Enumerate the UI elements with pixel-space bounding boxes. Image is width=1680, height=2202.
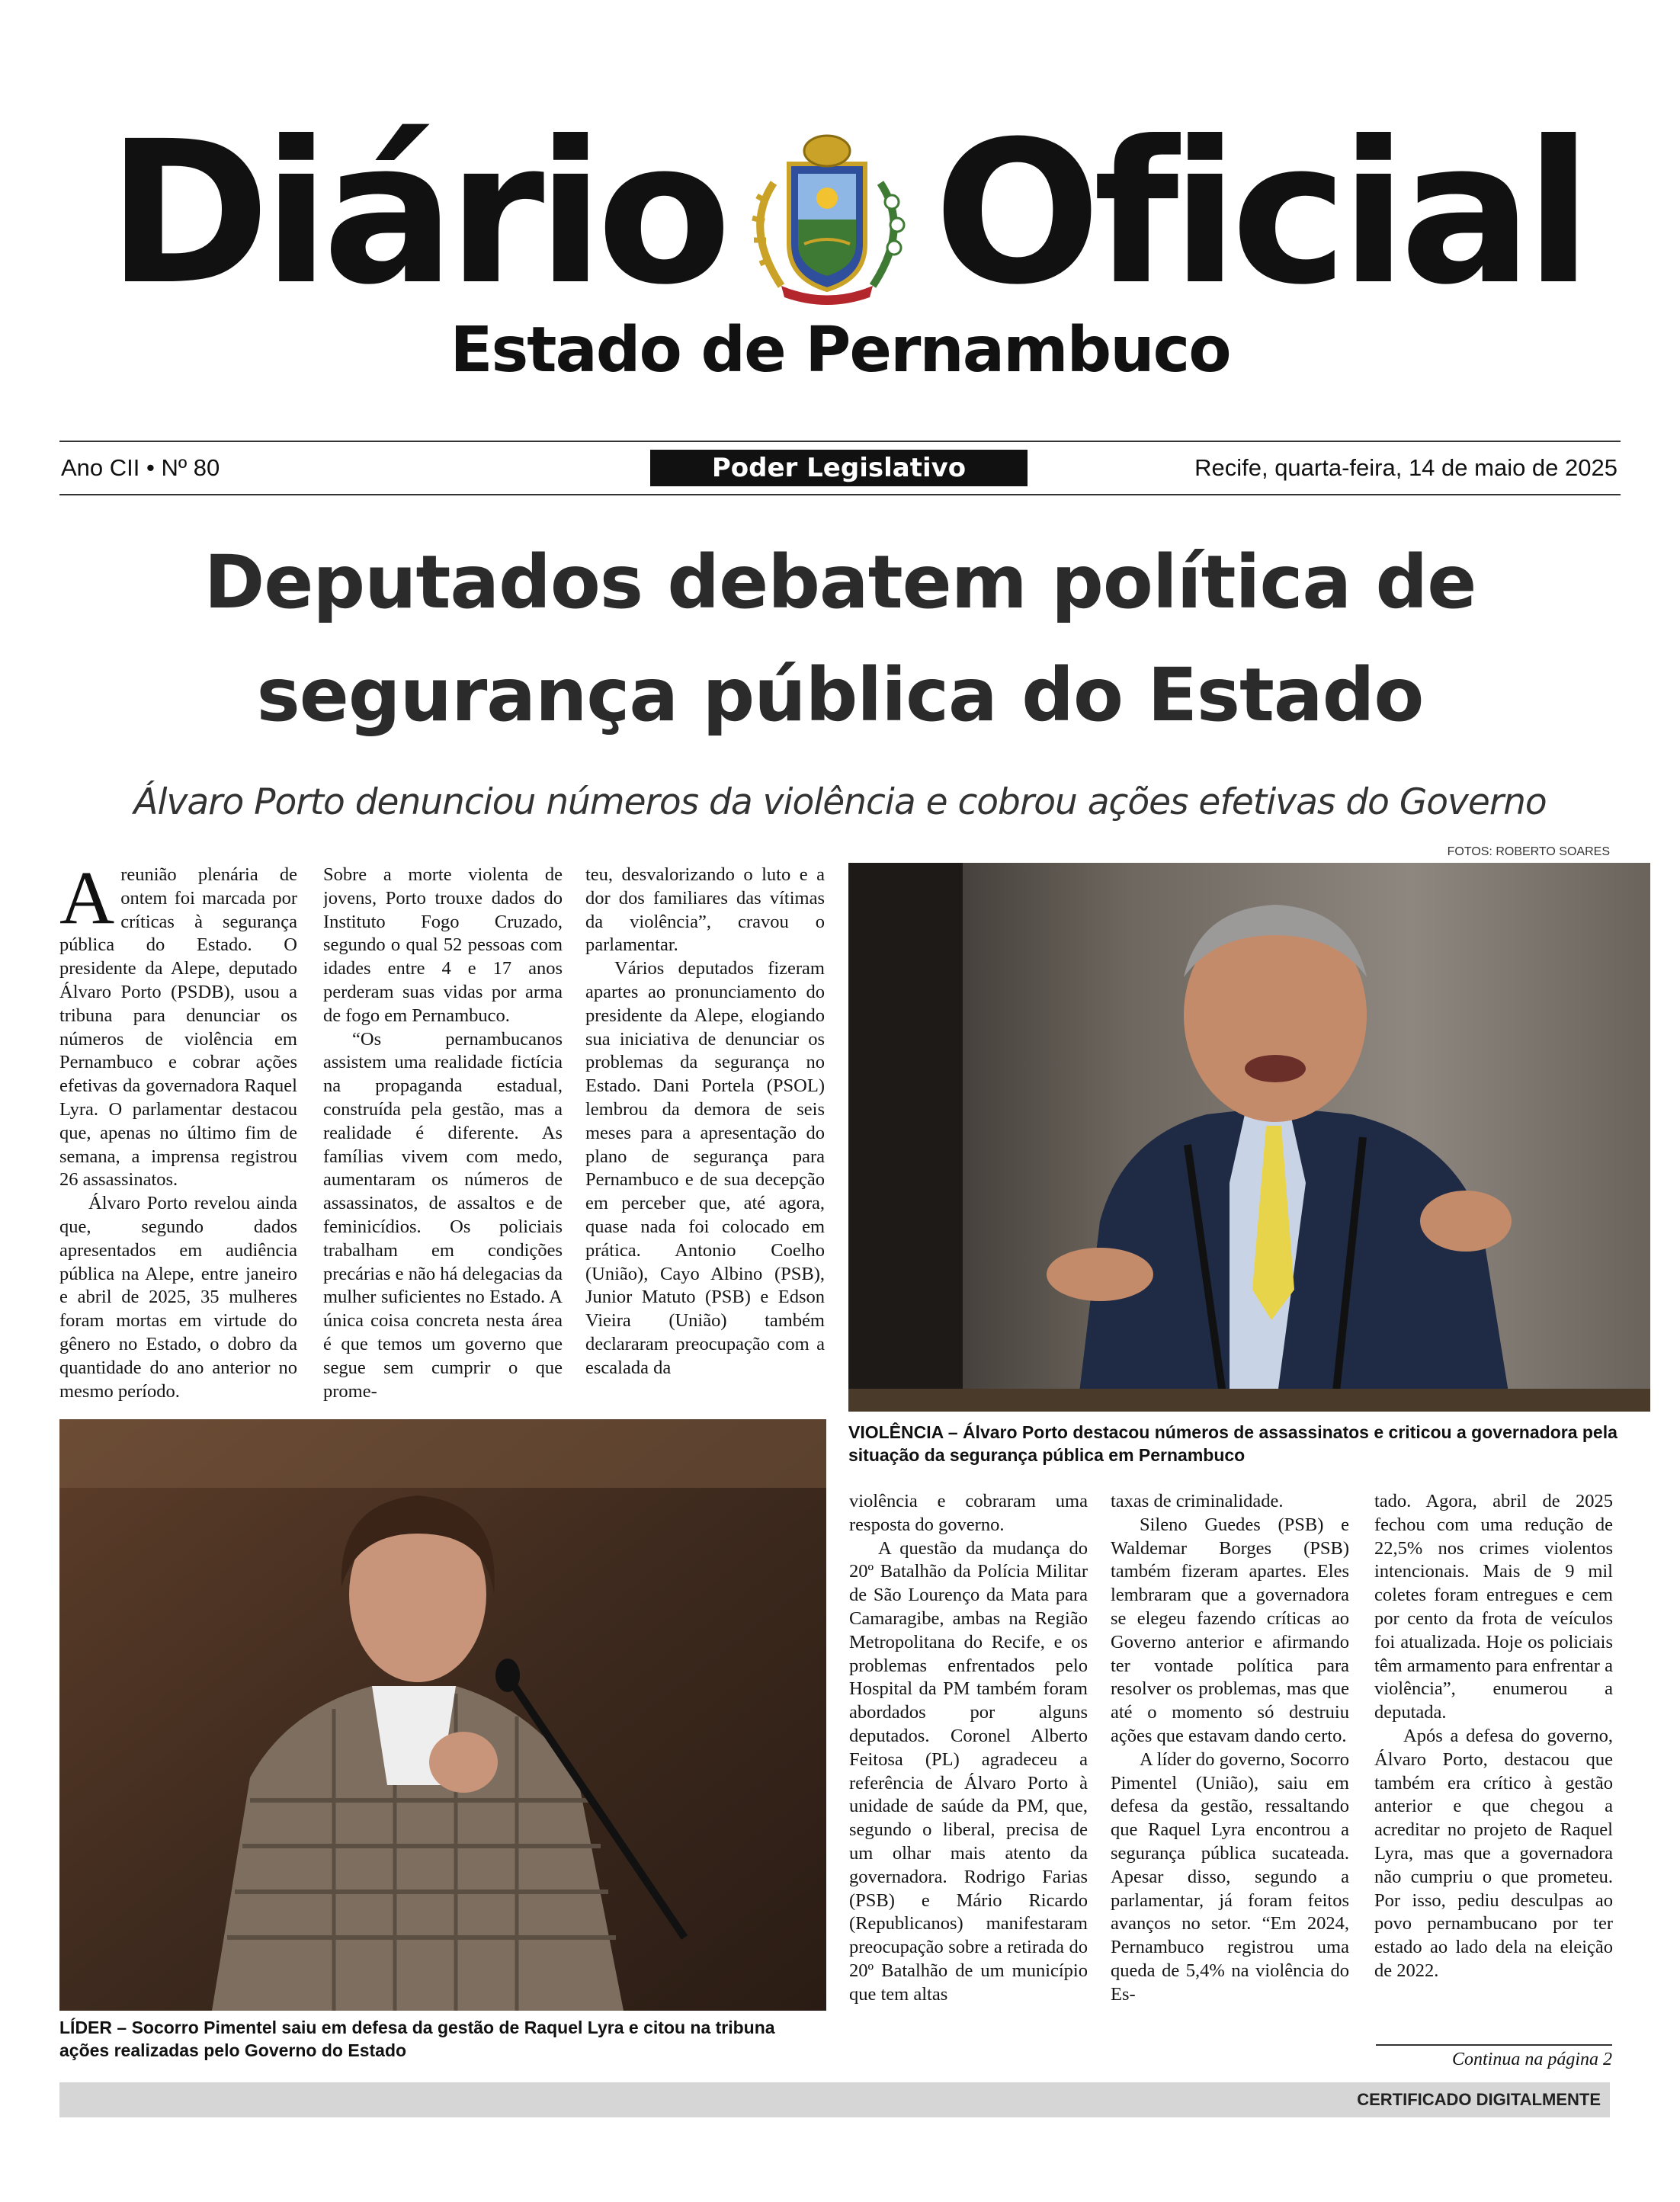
subheadline: Álvaro Porto denunciou números da violência e cobrou ações efetivas do Governo xyxy=(133,781,1547,823)
paragraph: Sobre a morte violenta de jovens, Porto trouxe dados do Instituto Fogo Cruzado, segundo o qual 52 pessoas com idades entre 4 e 17 anos perderam suas vidas por arma de fogo em Pernambuco. xyxy=(323,864,563,1026)
paragraph: reunião plenária de ontem foi marcada por críticas à segurança pública do Estado. O presidente da Alepe, deputado Álvaro Porto (PSDB), usou a tribuna para denunciar os números de violência em Pernambuco e cobrar ações efetivas da governadora Raquel Lyra. O parlamentar destacou que, apenas no último fim de semana, a imprensa registrou 26 assassinatos. xyxy=(59,864,297,1191)
photo-alvaro-porto xyxy=(848,863,1650,1412)
section-label: Poder Legislativo xyxy=(650,450,1028,486)
photo-credit: FOTOS: ROBERTO SOARES xyxy=(1447,845,1610,858)
masthead-subtitle: Estado de Pernambuco xyxy=(450,314,1230,386)
masthead-title-right: Oficial xyxy=(934,99,1585,328)
article-column-6 xyxy=(1374,1490,1613,2039)
issue-edition: Ano CII • Nº 80 xyxy=(61,454,220,481)
photo-caption-2: LÍDER – Socorro Pimentel saiu em defesa da gestão de Raquel Lyra e citou na tribuna ações realizadas pelo Governo do Estado xyxy=(59,2018,775,2060)
article-column-2 xyxy=(323,864,563,1405)
certified-label: CERTIFICADO DIGITALMENTE xyxy=(1357,2090,1601,2109)
pernambuco-coat-of-arms-icon xyxy=(728,130,926,305)
paragraph: teu, desvalorizando o luto e a dor dos familiares das vítimas da violência”, cravou o parlamentar. xyxy=(585,864,825,956)
dropcap: A xyxy=(59,864,115,940)
paragraph: tado. Agora, abril de 2025 fechou com uma redução de 22,5% nos crimes violentos intencionais. Mais de 9 mil coletes foram entregues e cem por cento da frota de veículos foi atualizada. Hoje os policiais têm armamento para enfrentar a violência”, enumerou a deputada. xyxy=(1374,1491,1613,1723)
masthead-title-left: Diário xyxy=(107,99,724,328)
continued-rule xyxy=(1376,2044,1612,2046)
masthead-rule-top xyxy=(59,441,1621,442)
headline xyxy=(46,526,1634,752)
issue-date: Recife, quarta-feira, 14 de maio de 2025 xyxy=(1194,454,1617,481)
paragraph: A questão da mudança do 20º Batalhão da Polícia Militar de São Lourenço da Mata para Camaragibe, ambas na Região Metropolitana do Recife, e os problemas enfrentados pelo Hospital da PM também foram abordados por alguns deputados. Coronel Alberto Feitosa (PL) agradeceu a referência de Álvaro Porto à unidade de saúde da PM, que, segundo o liberal, precisa de um olhar mais atento da governadora. Rodrigo Farias (PSB) e Mário Ricardo (Republicanos) manifestaram preocupação sobre a retirada do 20º Batalhão de um município que tem altas xyxy=(849,1537,1088,2005)
article-column-4 xyxy=(849,1490,1088,2039)
headline-line-2: segurança pública do Estado xyxy=(256,652,1424,738)
paragraph: Após a defesa do governo, Álvaro Porto, destacou que também era crítico à gestão anterior e que chegou a acreditar no projeto de Raquel Lyra, mas que a governadora não cumpriu o que prometeu. Por isso, pediu desculpas ao povo pernambucano por ter estado ao lado dela na eleição de 2022. xyxy=(1374,1725,1613,1981)
article-column-5 xyxy=(1111,1490,1349,2039)
paragraph: A líder do governo, Socorro Pimentel (União), saiu em defesa da gestão, ressaltando que Raquel Lyra encontrou a segurança pública sucateada. Apesar disso, segundo a parlamentar, já foram feitos avanços no setor. “Em 2024, Pernambuco registrou uma queda de 5,4% na violência do Es- xyxy=(1111,1748,1349,2005)
paragraph: Vários deputados fizeram apartes ao pronunciamento do presidente da Alepe, elogiando sua iniciativa de denunciar os problemas da segurança no Estado. Dani Portela (PSOL) lembrou da demora de seis meses para a apresentação do plano de segurança para Pernambuco e de sua decepção em perceber que, até agora, quase nada foi colocado em prática. Antonio Coelho (União), Cayo Albino (PSB), Junior Matuto (PSB) e Edson Vieira (União) também declararam preocupação com a escalada da xyxy=(585,958,825,1378)
paragraph: Álvaro Porto revelou ainda que, segundo dados apresentados em audiência pública na Alepe, entre janeiro e abril de 2025, 35 mulheres foram mortas em virtude do gênero no Estado, o dobro da quantidade do ano anterior no mesmo período. xyxy=(59,1193,297,1402)
photo-socorro-pimentel xyxy=(59,1419,826,2011)
article-column-1 xyxy=(59,864,297,1405)
continued-on-page: Continua na página 2 xyxy=(1451,2050,1612,2069)
article-column-3 xyxy=(585,864,825,1405)
paragraph: violência e cobraram uma resposta do governo. xyxy=(849,1491,1088,1535)
paragraph: Sileno Guedes (PSB) e Waldemar Borges (PSB) também fizeram apartes. Eles lembraram que a governadora se elegeu fazendo críticas ao Governo anterior e afirmando ter vontade política para resolver os problemas, mas que até o momento só destruiu ações que estavam dando certo. xyxy=(1111,1514,1349,1746)
paragraph: “Os pernambucanos assistem uma realidade fictícia na propaganda estadual, construída pela gestão, mas a realidade é diferente. As famílias vivem com medo, aumentaram os números de assassinatos, de assaltos e de feminicídios. Os policiais trabalham em condições precárias e não há delegacias da mulher suficientes no Estado. A única coisa concreta nesta área é que temos um governo que segue sem cumprir o que prome- xyxy=(323,1028,563,1402)
photo-caption-1: VIOLÊNCIA – Álvaro Porto destacou números de assassinatos e criticou a governadora pela situação da segurança pública em Pernambuco xyxy=(848,1422,1617,1465)
paragraph: taxas de criminalidade. xyxy=(1111,1491,1284,1511)
headline-line-1: Deputados debatem política de xyxy=(204,540,1476,625)
masthead-rule-bottom xyxy=(59,494,1621,495)
